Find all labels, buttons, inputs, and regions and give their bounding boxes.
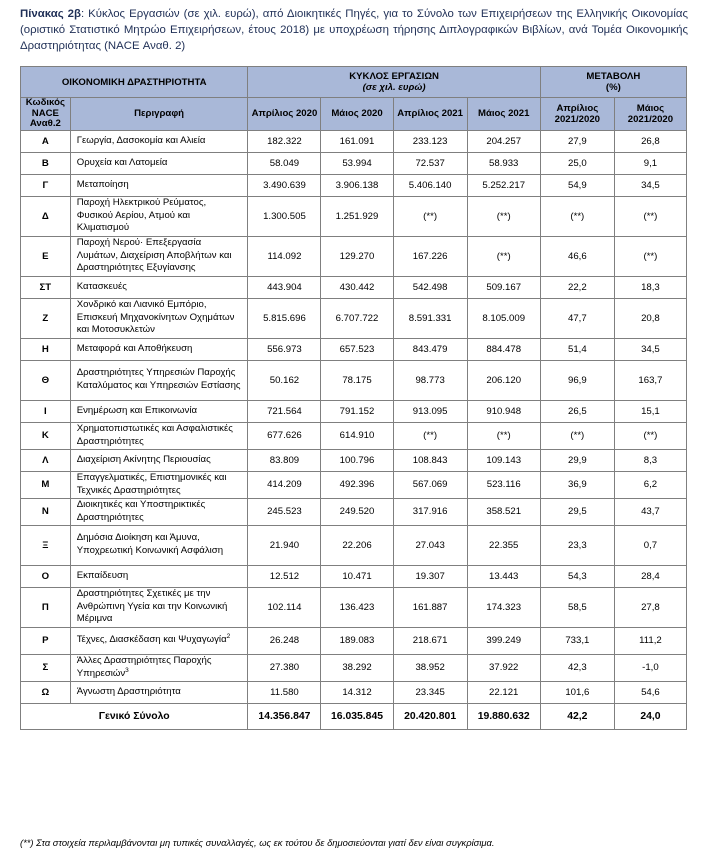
value-may2020: 657.523 [321,338,393,360]
value-chg-may: 9,1 [614,152,686,174]
value-may2021: 204.257 [467,130,540,152]
nace-code: Θ [21,360,71,400]
activity-description [70,400,248,422]
value-apr2021: 27.043 [393,525,467,565]
value-may2021: 509.167 [467,276,540,298]
value-chg-apr: 101,6 [540,681,614,703]
activity-description-text: Δημόσια Διοίκηση και Άμυνα, Υποχρεωτική Κοινωνική Ασφάλιση [76,532,224,556]
value-apr2020: 21.940 [248,525,321,565]
nace-code: Ο [21,565,71,587]
header-change-unit: (%) [605,82,621,93]
activity-description-text: Ορυχεία και Λατομεία [76,156,168,168]
table-row [21,654,687,681]
value-may2021: 884.478 [467,338,540,360]
value-apr2021: 218.671 [393,627,467,654]
value-may2020: 3.906.138 [321,174,393,196]
value-apr2021: (**) [393,422,467,449]
value-apr2021: 38.952 [393,654,467,681]
activity-description [70,196,248,236]
header-code: Κωδικός NACE Αναθ.2 [21,98,71,131]
value-chg-may: (**) [614,196,686,236]
activity-description-text: Κατασκευές [76,280,127,292]
activity-description [70,471,248,498]
caption-text: : Κύκλος Εργασιών (σε χιλ. ευρώ), από Διοικητικές Πηγές, για το Σύνολο των Επιχειρήσεων της Ελληνικής Οικονομίας (οριστικό Στατιστικό Μητρώο Επιχειρήσεων, έτους 2018) με υποχρέωση τήρησης Διπλογραφικών Βιβλίων, ανά Τομέα Οικονομικής Δραστηριότητας (NACE Αναθ. 2) [20,8,688,52]
header-change-title: ΜΕΤΑΒΟΛΗ [586,71,641,82]
value-apr2020: 1.300.505 [248,196,321,236]
total-apr2020: 14.356.847 [248,703,321,729]
activity-description [70,360,248,400]
value-apr2020: 245.523 [248,498,321,525]
activity-description-text: Διαχείριση Ακίνητης Περιουσίας [76,453,211,465]
table-row [21,338,687,360]
value-may2020: 53.994 [321,152,393,174]
value-chg-apr: 42,3 [540,654,614,681]
total-may2020: 16.035.845 [321,703,393,729]
value-chg-apr: 51,4 [540,338,614,360]
value-chg-apr: 47,7 [540,298,614,338]
activity-description-text: Παροχή Ηλεκτρικού Ρεύματος, Φυσικού Αερίου, Ατμού και Κλιματισμού [76,197,207,234]
value-apr2020: 27.380 [248,654,321,681]
value-may2021: 22.355 [467,525,540,565]
value-apr2020: 443.904 [248,276,321,298]
nace-code: Δ [21,196,71,236]
value-apr2021: 5.406.140 [393,174,467,196]
activity-description-text: Παροχή Νερού· Επεξεργασία Λυμάτων, Διαχείριση Αποβλήτων και Δραστηριότητες Εξυγίανσης [76,237,232,274]
value-may2021: 37.922 [467,654,540,681]
activity-description [70,152,248,174]
header-turnover-title: ΚΥΚΛΟΣ ΕΡΓΑΣΙΩΝ [349,71,439,82]
value-chg-apr: 733,1 [540,627,614,654]
value-apr2020: 677.626 [248,422,321,449]
activity-description-text: Γεωργία, Δασοκομία και Αλιεία [76,134,206,146]
value-may2020: 161.091 [321,130,393,152]
header-activity: ΟΙΚΟΝΟΜΙΚΗ ΔΡΑΣΤΗΡΙΟΤΗΤΑ [21,67,248,98]
footnote: (**) Στα στοιχεία περιλαμβάνονται μη τυπικές συναλλαγές, ως εκ τούτου δε δημοσιεύονται γιατί δεν είναι συγκρίσιμα. [20,837,495,848]
value-apr2020: 114.092 [248,236,321,276]
value-apr2021: 567.069 [393,471,467,498]
value-chg-apr: (**) [540,196,614,236]
total-change-may: 24,0 [614,703,686,729]
value-chg-apr: 36,9 [540,471,614,498]
value-may2020: 14.312 [321,681,393,703]
value-chg-apr: 54,3 [540,565,614,587]
value-chg-may: 18,3 [614,276,686,298]
value-apr2021: 72.537 [393,152,467,174]
value-apr2021: 98.773 [393,360,467,400]
table-row [21,400,687,422]
activity-description-text: Χρηματοπιστωτικές και Ασφαλιστικές Δραστηριότητες [76,422,233,447]
value-apr2020: 50.162 [248,360,321,400]
value-chg-may: 8,3 [614,449,686,471]
value-apr2020: 556.973 [248,338,321,360]
activity-description-text: Διοικητικές και Υποστηρικτικές Δραστηριότητες [76,498,206,523]
nace-code: Ξ [21,525,71,565]
value-chg-may: 43,7 [614,498,686,525]
table-row [21,236,687,276]
value-chg-may: 6,2 [614,471,686,498]
value-may2020: 129.270 [321,236,393,276]
header-turnover-unit: (σε χιλ. ευρώ) [362,82,426,93]
value-apr2020: 83.809 [248,449,321,471]
activity-description-text: Χονδρικό και Λιανικό Εμπόριο, Επισκευή Μηχανοκίνητων Οχημάτων και Μοτοσυκλετών [76,299,235,336]
table-row [21,298,687,338]
nace-code: Π [21,587,71,627]
table-row [21,471,687,498]
value-chg-apr: 46,6 [540,236,614,276]
value-apr2020: 58.049 [248,152,321,174]
nace-code: Ν [21,498,71,525]
value-chg-may: -1,0 [614,654,686,681]
table-row [21,627,687,654]
nace-code: Η [21,338,71,360]
activity-description-text: Τέχνες, Διασκέδαση και Ψυχαγωγία [76,634,227,646]
value-may2021: 8.105.009 [467,298,540,338]
activity-description [70,627,248,654]
table-row [21,525,687,565]
header-description: Περιγραφή [70,98,248,131]
value-chg-apr: 58,5 [540,587,614,627]
activity-description-text: Εκπαίδευση [76,569,129,581]
activity-description [70,681,248,703]
table-row [21,152,687,174]
value-apr2020: 721.564 [248,400,321,422]
value-chg-may: 0,7 [614,525,686,565]
table-row [21,130,687,152]
value-chg-apr: 54,9 [540,174,614,196]
value-chg-apr: 29,9 [540,449,614,471]
value-apr2020: 11.580 [248,681,321,703]
nace-code: Ι [21,400,71,422]
value-apr2021: 108.843 [393,449,467,471]
activity-description [70,498,248,525]
value-apr2021: 233.123 [393,130,467,152]
activity-description [70,338,248,360]
value-chg-may: 20,8 [614,298,686,338]
activity-description [70,587,248,627]
value-may2021: 174.323 [467,587,540,627]
value-apr2021: 8.591.331 [393,298,467,338]
table-row [21,196,687,236]
header-apr2020: Απρίλιος 2020 [248,98,321,131]
header-turnover [248,67,540,98]
nace-code: ΣΤ [21,276,71,298]
value-may2020: 492.396 [321,471,393,498]
value-may2021: 910.948 [467,400,540,422]
value-may2020: 430.442 [321,276,393,298]
table-row [21,587,687,627]
value-chg-may: 111,2 [614,627,686,654]
total-may2021: 19.880.632 [467,703,540,729]
value-apr2021: 23.345 [393,681,467,703]
value-chg-may: (**) [614,236,686,276]
activity-description-text: Άλλες Δραστηριότητες Παροχής Υπηρεσιών [76,654,212,679]
value-apr2021: 317.916 [393,498,467,525]
value-may2021: 399.249 [467,627,540,654]
activity-description-text: Ενημέρωση και Επικοινωνία [76,404,198,416]
value-may2020: 10.471 [321,565,393,587]
value-apr2020: 182.322 [248,130,321,152]
value-may2020: 249.520 [321,498,393,525]
activity-description [70,130,248,152]
table-row [21,360,687,400]
activity-description-text: Μεταφορά και Αποθήκευση [76,342,193,354]
value-apr2021: 19.307 [393,565,467,587]
value-apr2021: 542.498 [393,276,467,298]
value-chg-apr: 25,0 [540,152,614,174]
value-chg-apr: 23,3 [540,525,614,565]
value-may2020: 100.796 [321,449,393,471]
value-apr2020: 102.114 [248,587,321,627]
nace-code: Λ [21,449,71,471]
value-apr2020: 12.512 [248,565,321,587]
value-may2020: 614.910 [321,422,393,449]
value-chg-apr: 29,5 [540,498,614,525]
table-row [21,174,687,196]
table-row [21,565,687,587]
value-apr2021: 167.226 [393,236,467,276]
value-apr2020: 3.490.639 [248,174,321,196]
nace-code: Ζ [21,298,71,338]
table-row [21,498,687,525]
activity-description-text: Δραστηριότητες Σχετικές με την Ανθρώπινη Υγεία και την Κοινωνική Μέριμνα [76,588,228,625]
value-chg-may: 34,5 [614,338,686,360]
value-may2020: 78.175 [321,360,393,400]
table-row [21,276,687,298]
value-may2021: 523.116 [467,471,540,498]
activity-description-text: Δραστηριότητες Υπηρεσιών Παροχής Καταλύματος και Υπηρεσιών Εστίασης [76,367,241,391]
value-chg-may: 15,1 [614,400,686,422]
value-may2020: 38.292 [321,654,393,681]
total-change-apr: 42,2 [540,703,614,729]
value-apr2021: 161.887 [393,587,467,627]
nace-code: Ε [21,236,71,276]
activity-description [70,298,248,338]
activity-description [70,174,248,196]
activity-description-text: Επαγγελματικές, Επιστημονικές και Τεχνικές Δραστηριότητες [76,471,227,496]
footnote-marker: 2 [226,633,231,641]
value-may2020: 136.423 [321,587,393,627]
footnote-marker: 3 [125,666,129,674]
nace-code: Ω [21,681,71,703]
table-row [21,681,687,703]
value-may2021: 22.121 [467,681,540,703]
value-chg-may: 27,8 [614,587,686,627]
nace-code: Β [21,152,71,174]
activity-description [70,449,248,471]
value-may2021: (**) [467,236,540,276]
value-chg-may: 34,5 [614,174,686,196]
table-body [21,130,687,703]
header-may2020: Μάιος 2020 [321,98,393,131]
value-apr2020: 26.248 [248,627,321,654]
total-apr2021: 20.420.801 [393,703,467,729]
value-apr2021: 913.095 [393,400,467,422]
value-may2020: 6.707.722 [321,298,393,338]
activity-description [70,276,248,298]
header-may2021: Μάιος 2021 [467,98,540,131]
nace-code: Μ [21,471,71,498]
value-chg-may: (**) [614,422,686,449]
nace-code: Σ [21,654,71,681]
value-may2021: 5.252.217 [467,174,540,196]
value-chg-apr: 26,5 [540,400,614,422]
value-may2020: 22.206 [321,525,393,565]
header-change [540,67,686,98]
value-chg-may: 163,7 [614,360,686,400]
total-row [21,703,687,729]
value-apr2021: 843.479 [393,338,467,360]
header-apr2021: Απρίλιος 2021 [393,98,467,131]
activity-description [70,236,248,276]
total-label: Γενικό Σύνολο [21,703,248,729]
value-may2020: 1.251.929 [321,196,393,236]
activity-description-text: Μεταποίηση [76,178,129,190]
value-may2021: 206.120 [467,360,540,400]
value-may2020: 791.152 [321,400,393,422]
value-chg-apr: 22,2 [540,276,614,298]
value-apr2021: (**) [393,196,467,236]
value-chg-may: 54,6 [614,681,686,703]
nace-code: Ρ [21,627,71,654]
nace-code: Γ [21,174,71,196]
value-chg-apr: 27,9 [540,130,614,152]
nace-code: Α [21,130,71,152]
value-may2021: (**) [467,196,540,236]
turnover-table [20,66,687,730]
caption-label: Πίνακας 2β [20,8,81,20]
value-may2021: (**) [467,422,540,449]
header-change-apr: Απρίλιος 2021/2020 [540,98,614,131]
value-chg-apr: 96,9 [540,360,614,400]
value-may2021: 13.443 [467,565,540,587]
nace-code: Κ [21,422,71,449]
value-chg-may: 26,8 [614,130,686,152]
activity-description-text: Άγνωστη Δραστηριότητα [76,685,181,697]
table-row [21,449,687,471]
value-may2021: 58.933 [467,152,540,174]
activity-description [70,565,248,587]
activity-description [70,525,248,565]
value-chg-apr: (**) [540,422,614,449]
value-apr2020: 414.209 [248,471,321,498]
value-may2021: 109.143 [467,449,540,471]
value-may2021: 358.521 [467,498,540,525]
activity-description [70,422,248,449]
table-row [21,422,687,449]
value-may2020: 189.083 [321,627,393,654]
value-chg-may: 28,4 [614,565,686,587]
value-apr2020: 5.815.696 [248,298,321,338]
activity-description [70,654,248,681]
table-caption [20,6,688,54]
header-change-may: Μάιος 2021/2020 [614,98,686,131]
